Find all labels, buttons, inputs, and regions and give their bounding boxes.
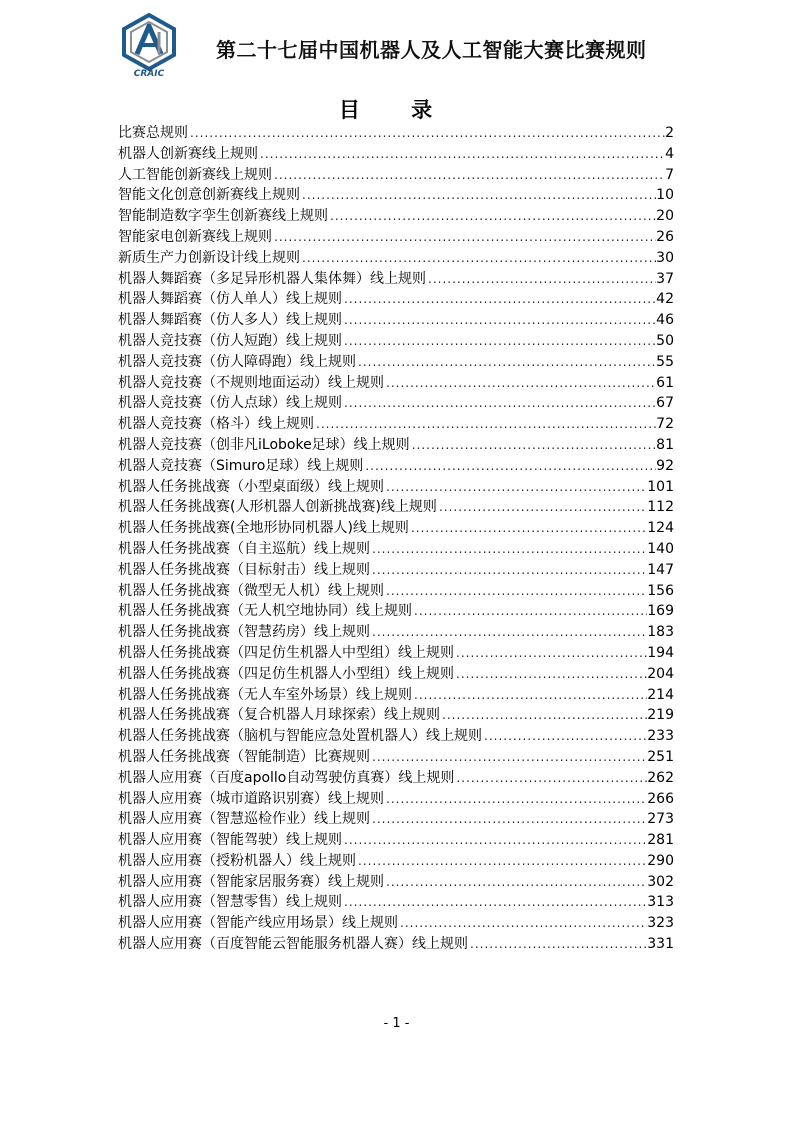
toc-dot-leader — [410, 435, 656, 456]
toc-entry-page: 147 — [647, 561, 674, 578]
toc-entry-page: 251 — [647, 748, 674, 765]
toc-entry-title: 机器人任务挑战赛(人形机器人创新挑战赛)线上规则 — [118, 499, 437, 516]
toc-entry-page: 302 — [647, 873, 674, 890]
toc-entry-page: 273 — [647, 811, 674, 828]
toc-entry-page: 140 — [647, 540, 674, 557]
toc-entry-title: 机器人竞技赛（不规则地面运动）线上规则 — [118, 374, 384, 391]
craic-logo — [116, 12, 182, 78]
toc-dot-leader — [426, 269, 656, 290]
toc-dot-leader — [342, 830, 647, 851]
toc-entry[interactable] — [118, 789, 674, 810]
toc-entry-page: 7 — [665, 166, 674, 183]
toc-dot-leader — [454, 643, 647, 664]
toc-entry[interactable] — [118, 497, 674, 518]
toc-entry-page: 214 — [647, 686, 674, 703]
toc-entry-page: 183 — [647, 624, 674, 641]
toc-dot-leader — [342, 331, 656, 352]
toc-entry-page: 290 — [647, 852, 674, 869]
toc-entry[interactable] — [118, 393, 674, 414]
toc-entry[interactable] — [118, 726, 674, 747]
toc-entry[interactable] — [118, 768, 674, 789]
toc-entry[interactable] — [118, 477, 674, 498]
toc-entry[interactable] — [118, 269, 674, 290]
toc-entry[interactable] — [118, 830, 674, 851]
toc-entry-page: 204 — [647, 665, 674, 682]
toc-entry-title: 机器人应用赛（智能产线应用场景）线上规则 — [118, 915, 398, 932]
toc-entry[interactable] — [118, 539, 674, 560]
toc-entry[interactable] — [118, 456, 674, 477]
toc-entry-title: 机器人任务挑战赛(全地形协同机器人)线上规则 — [118, 520, 409, 537]
toc-entry-title: 机器人任务挑战赛（智能制造）比赛规则 — [118, 748, 370, 765]
toc-entry-title: 机器人任务挑战赛（智慧药房）线上规则 — [118, 624, 370, 641]
toc-entry-page: 112 — [647, 499, 674, 516]
toc-entry-page: 26 — [656, 228, 674, 245]
toc-dot-leader — [258, 144, 665, 165]
toc-entry[interactable] — [118, 581, 674, 602]
toc-dot-leader — [370, 809, 647, 830]
toc-entry-page: 101 — [647, 478, 674, 495]
toc-entry[interactable] — [118, 747, 674, 768]
toc-dot-leader — [314, 414, 656, 435]
toc-entry[interactable] — [118, 643, 674, 664]
toc-entry-title: 机器人竞技赛（Simuro足球）线上规则 — [118, 457, 364, 474]
toc-entry-title: 机器人任务挑战赛（无人机空地协同）线上规则 — [118, 603, 412, 620]
toc-entry[interactable] — [118, 289, 674, 310]
toc-dot-leader — [440, 705, 647, 726]
toc-entry-title: 机器人竞技赛（创非凡iLoboke足球）线上规则 — [118, 436, 410, 453]
toc-dot-leader — [370, 539, 647, 560]
toc-dot-leader — [384, 872, 647, 893]
toc-entry-page: 67 — [656, 395, 674, 412]
toc-entry-page: 266 — [647, 790, 674, 807]
toc-entry-title: 机器人舞蹈赛（多足异形机器人集体舞）线上规则 — [118, 270, 426, 287]
toc-entry[interactable] — [118, 352, 674, 373]
toc-dot-leader — [437, 497, 647, 518]
toc-entry-title: 机器人任务挑战赛（四足仿生机器人中型组）线上规则 — [118, 644, 454, 661]
toc-entry-page: 30 — [656, 249, 674, 266]
toc-entry[interactable] — [118, 185, 674, 206]
toc-entry[interactable] — [118, 913, 674, 934]
toc-entry[interactable] — [118, 206, 674, 227]
toc-entry-page: 233 — [647, 728, 674, 745]
toc-entry-title: 机器人竞技赛（仿人障碍跑）线上规则 — [118, 353, 356, 370]
toc-entry[interactable] — [118, 123, 674, 144]
toc-entry-title: 人工智能创新赛线上规则 — [118, 166, 272, 183]
toc-entry-title: 机器人竞技赛（仿人短跑）线上规则 — [118, 332, 342, 349]
toc-dot-leader — [300, 185, 656, 206]
toc-entry-page: 92 — [656, 457, 674, 474]
toc-entry-page: 20 — [656, 208, 674, 225]
toc-entry[interactable] — [118, 310, 674, 331]
toc-entry[interactable] — [118, 851, 674, 872]
toc-entry-title: 智能制造数字孪生创新赛线上规则 — [118, 208, 328, 225]
toc-entry[interactable] — [118, 809, 674, 830]
toc-entry[interactable] — [118, 414, 674, 435]
toc-dot-leader — [342, 892, 647, 913]
toc-entry[interactable] — [118, 560, 674, 581]
toc-entry-page: 61 — [656, 374, 674, 391]
toc-dot-leader — [409, 518, 647, 539]
toc-entry[interactable] — [118, 601, 674, 622]
toc-dot-leader — [342, 393, 656, 414]
toc-entry[interactable] — [118, 144, 674, 165]
toc-entry-title: 智能文化创意创新赛线上规则 — [118, 187, 300, 204]
toc-entry[interactable] — [118, 934, 674, 955]
toc-entry-page: 55 — [656, 353, 674, 370]
toc-entry-page: 10 — [656, 187, 674, 204]
toc-entry-title: 机器人任务挑战赛（微型无人机）线上规则 — [118, 582, 384, 599]
toc-dot-leader — [384, 373, 656, 394]
toc-entry-title: 机器人舞蹈赛（仿人多人）线上规则 — [118, 312, 342, 329]
toc-entry-page: 281 — [647, 832, 674, 849]
logo-text: CRAIC — [133, 69, 165, 78]
toc-entry-page: 194 — [647, 644, 674, 661]
toc-entry[interactable] — [118, 227, 674, 248]
toc-dot-leader — [356, 352, 656, 373]
toc-entry-title: 机器人应用赛（授粉机器人）线上规则 — [118, 852, 356, 869]
toc-heading-text: 目 录 — [338, 98, 455, 122]
toc-entry-page: 262 — [647, 769, 674, 786]
toc-dot-leader — [363, 456, 656, 477]
toc-dot-leader — [300, 248, 656, 269]
toc-dot-leader — [328, 206, 656, 227]
toc-entry-title: 机器人任务挑战赛（四足仿生机器人小型组）线上规则 — [118, 665, 454, 682]
toc-entry-title: 机器人任务挑战赛（目标射击）线上规则 — [118, 561, 370, 578]
toc-dot-leader — [342, 310, 656, 331]
toc-dot-leader — [384, 789, 647, 810]
toc-dot-leader — [454, 664, 647, 685]
toc-entry[interactable] — [118, 705, 674, 726]
toc-entry-page: 50 — [656, 332, 674, 349]
toc-entry-title: 机器人创新赛线上规则 — [118, 145, 258, 162]
toc-entry-title: 新质生产力创新设计线上规则 — [118, 249, 300, 266]
toc-entry[interactable] — [118, 373, 674, 394]
toc-entry[interactable] — [118, 248, 674, 269]
toc-dot-leader — [356, 851, 647, 872]
document-title: 第二十七届中国机器人及人工智能大赛比赛规则 — [216, 38, 647, 62]
toc-entry[interactable] — [118, 685, 674, 706]
toc-dot-leader — [482, 726, 647, 747]
toc-entry-title: 机器人任务挑战赛（小型桌面级）线上规则 — [118, 478, 384, 495]
toc-entry-page: 46 — [656, 312, 674, 329]
toc-entry-title: 机器人应用赛（百度apollo自动驾驶仿真赛）线上规则 — [118, 769, 455, 786]
toc-entry-title: 机器人竞技赛（仿人点球）线上规则 — [118, 395, 342, 412]
toc-entry-title: 机器人任务挑战赛（自主巡航）线上规则 — [118, 540, 370, 557]
toc-entry[interactable] — [118, 892, 674, 913]
toc-entry[interactable] — [118, 331, 674, 352]
toc-entry-page: 169 — [647, 603, 674, 620]
toc-entry-title: 机器人应用赛（百度智能云智能服务机器人赛）线上规则 — [118, 936, 468, 953]
toc-entry-page: 37 — [656, 270, 674, 287]
toc-entry[interactable] — [118, 518, 674, 539]
toc-heading — [0, 94, 793, 124]
toc-entry-page: 124 — [647, 520, 674, 537]
toc-entry-page: 323 — [647, 915, 674, 932]
toc-dot-leader — [342, 289, 656, 310]
toc-entry-title: 机器人任务挑战赛（无人车室外场景）线上规则 — [118, 686, 412, 703]
toc-dot-leader — [384, 477, 647, 498]
toc-entry-title: 机器人应用赛（智慧巡检作业）线上规则 — [118, 811, 370, 828]
toc-dot-leader — [454, 768, 647, 789]
toc-dot-leader — [468, 934, 647, 955]
toc-entry-title: 机器人舞蹈赛（仿人单人）线上规则 — [118, 291, 342, 308]
toc-entry-page: 219 — [647, 707, 674, 724]
toc-entry[interactable] — [118, 872, 674, 893]
toc-entry-title: 机器人任务挑战赛（复合机器人月球探索）线上规则 — [118, 707, 440, 724]
toc-entry-title: 机器人应用赛（智慧零售）线上规则 — [118, 894, 342, 911]
table-of-contents — [118, 123, 674, 955]
toc-dot-leader — [398, 913, 647, 934]
toc-entry-title: 机器人应用赛（智能驾驶）线上规则 — [118, 832, 342, 849]
toc-dot-leader — [412, 601, 647, 622]
toc-dot-leader — [384, 581, 647, 602]
toc-dot-leader — [370, 747, 647, 768]
toc-entry-title: 机器人应用赛（智能家居服务赛）线上规则 — [118, 873, 384, 890]
toc-entry-page: 2 — [665, 125, 674, 141]
toc-entry[interactable] — [118, 165, 674, 186]
toc-entry-title: 机器人任务挑战赛（脑机与智能应急处置机器人）线上规则 — [118, 728, 482, 745]
toc-entry-page: 81 — [656, 436, 674, 453]
toc-entry-title: 智能家电创新赛线上规则 — [118, 228, 272, 245]
toc-entry-page: 72 — [656, 416, 674, 433]
toc-dot-leader — [370, 560, 647, 581]
toc-dot-leader — [188, 123, 665, 144]
toc-entry[interactable] — [118, 664, 674, 685]
toc-entry-page: 313 — [647, 894, 674, 911]
toc-entry-title: 比赛总规则 — [118, 125, 188, 141]
logo-mark-icon — [116, 12, 182, 78]
toc-entry[interactable] — [118, 622, 674, 643]
toc-dot-leader — [412, 685, 647, 706]
toc-dot-leader — [370, 622, 647, 643]
toc-entry-title: 机器人应用赛（城市道路识别赛）线上规则 — [118, 790, 384, 807]
toc-dot-leader — [272, 227, 656, 248]
toc-entry-page: 42 — [656, 291, 674, 308]
toc-entry-page: 4 — [665, 145, 674, 162]
toc-entry-page: 331 — [647, 936, 674, 953]
page-number: - 1 - — [383, 1016, 410, 1031]
toc-entry[interactable] — [118, 435, 674, 456]
toc-entry-page: 156 — [647, 582, 674, 599]
toc-dot-leader — [272, 165, 665, 186]
toc-entry-title: 机器人竞技赛（格斗）线上规则 — [118, 416, 314, 433]
